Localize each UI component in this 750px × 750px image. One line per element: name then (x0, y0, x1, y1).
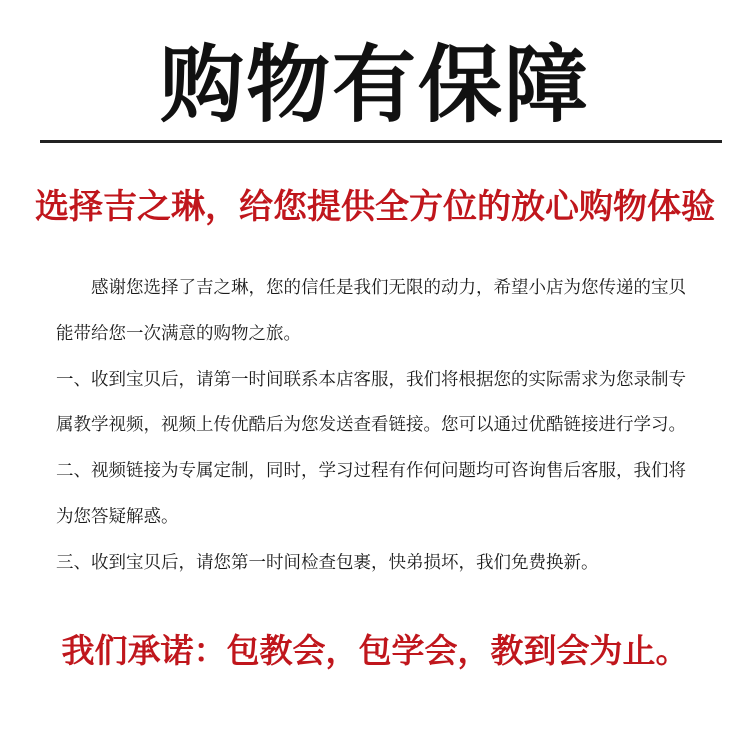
body-text (56, 266, 696, 587)
subtitle: 选择吉之琳，给您提供全方位的放心购物体验 (35, 187, 715, 227)
guarantee-item-1: 一、收到宝贝后，请第一时间联系本店客服，我们将根据您的实际需求为您录制专属教学视频，视频上传优酷后为您发送查看链接。您可以通过优酷链接进行学习。 (56, 369, 686, 436)
title-divider (40, 140, 722, 143)
page-title: 购物有保障 (159, 36, 590, 134)
guarantee-item-2: 二、视频链接为专属定制，同时，学习过程有作何问题均可咨询售后客服，我们将为您答疑解惑。 (56, 461, 686, 527)
promise-statement: 我们承诺：包教会，包学会，教到会为止。 (61, 631, 689, 670)
intro-paragraph: 感谢您选择了吉之琳，您的信任是我们无限的动力，希望小店为您传递的宝贝能带给您一次满意的购物之旅。 (56, 278, 686, 344)
guarantee-item-3: 三、收到宝贝后，请您第一时间检查包裹，快弟损坏，我们免费换新。 (56, 552, 599, 573)
